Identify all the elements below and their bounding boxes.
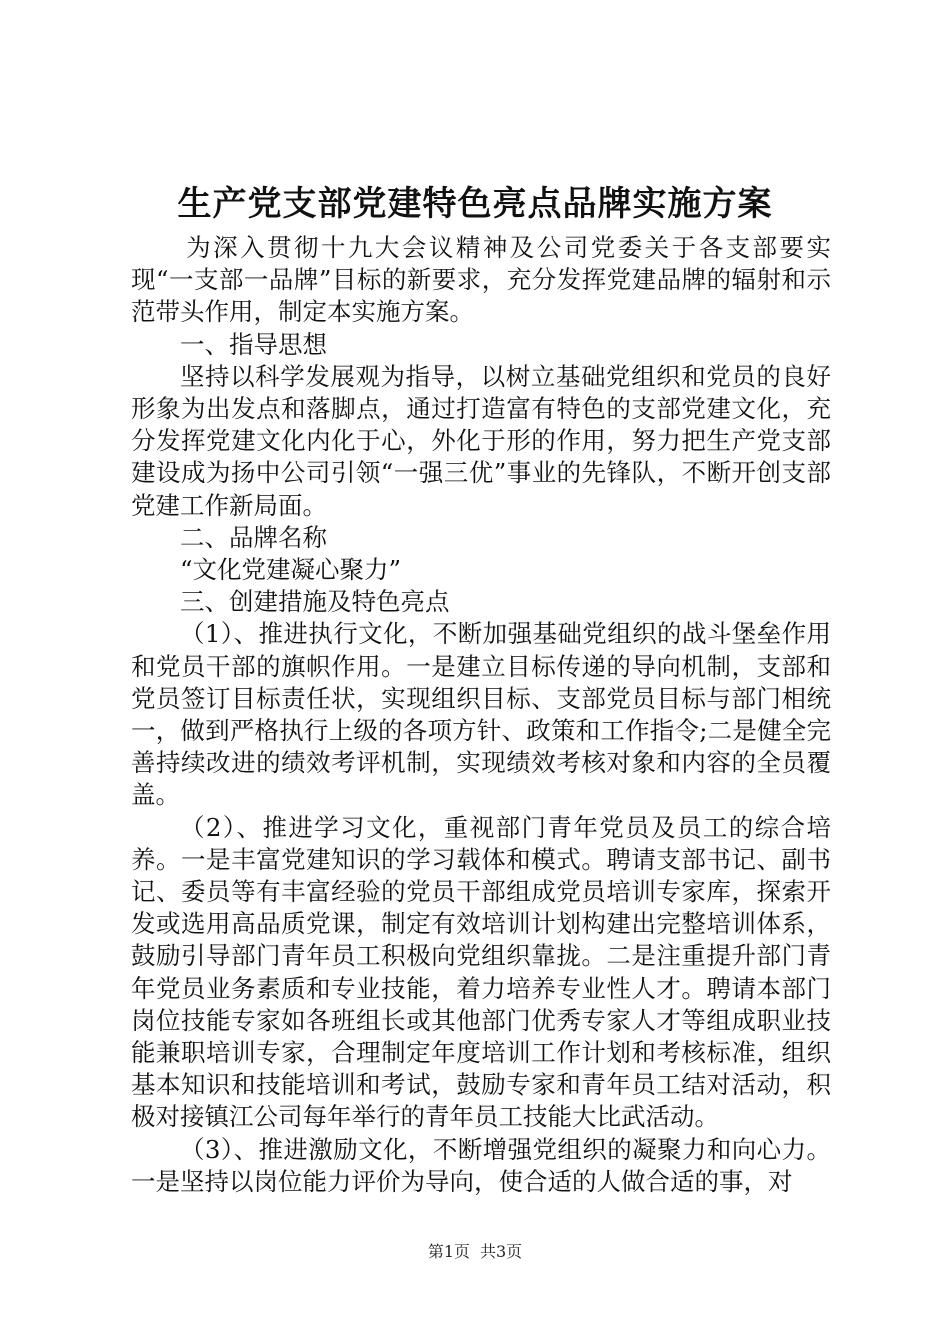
intro-paragraph: 为深入贯彻十九大会议精神及公司党委关于各支部要实现“一支部一品牌”目标的新要求，充分发挥党建品牌的辐射和示范带头作用，制定本实施方案。	[131, 233, 831, 327]
section-heading-measures: 三、创建措施及特色亮点	[180, 587, 450, 617]
brand-name-paragraph: “文化党建凝心聚力”	[180, 555, 402, 585]
page-total: 共3页	[480, 1242, 523, 1261]
guiding-ideology-paragraph: 坚持以科学发展观为指导，以树立基础党组织和党员的良好形象为出发点和落脚点，通过打造富有特色的支部党建文化，充分发挥党建文化内化于心，外化于形的作用，努力把生产党支部建设成为扬中公司引领“一强三优”事业的先锋队，不断开创支部党建工作新局面。	[131, 361, 831, 520]
page-number: 第1页	[427, 1242, 470, 1261]
section-heading-brand-name: 二、品牌名称	[180, 522, 327, 552]
measure-1-paragraph: （1）、推进执行文化，不断加强基础党组织的战斗堡垒作用和党员干部的旗帜作用。一是建立目标传递的导向机制，支部和党员签订目标责任状，实现组织目标、支部党员目标与部门相统一，做到严格执行上级的各项方针、政策和工作指令;二是健全完善持续改进的绩效考评机制，实现绩效考核对象和内容的全员覆盖。	[131, 619, 831, 810]
measure-3-paragraph: （3）、推进激励文化，不断增强党组织的凝聚力和向心力。一是坚持以岗位能力评价为导向，使合适的人做合适的事，对	[131, 1134, 831, 1196]
page-footer	[0, 1241, 950, 1263]
measure-2-paragraph: （2）、推进学习文化，重视部门青年党员及员工的综合培养。一是丰富党建知识的学习载体和模式。聘请支部书记、副书记、委员等有丰富经验的党员干部组成党员培训专家库，探索开发或选用高品质党课，制定有效培训计划构建出完整培训体系，鼓励引导部门青年员工积极向党组织靠拢。二是注重提升部门青年党员业务素质和专业技能，着力培养专业性人才。聘请本部门岗位技能专家如各班组长或其他部门优秀专家人才等组成职业技能兼职培训专家，合理制定年度培训工作计划和考核标准，组织基本知识和技能培训和考试，鼓励专家和青年员工结对活动，积极对接镇江公司每年举行的青年员工技能大比武活动。	[131, 812, 831, 1132]
document-title: 生产党支部党建特色亮点品牌实施方案	[177, 184, 773, 224]
section-heading-guiding-ideology: 一、指导思想	[180, 329, 327, 359]
document-body	[131, 232, 831, 1198]
